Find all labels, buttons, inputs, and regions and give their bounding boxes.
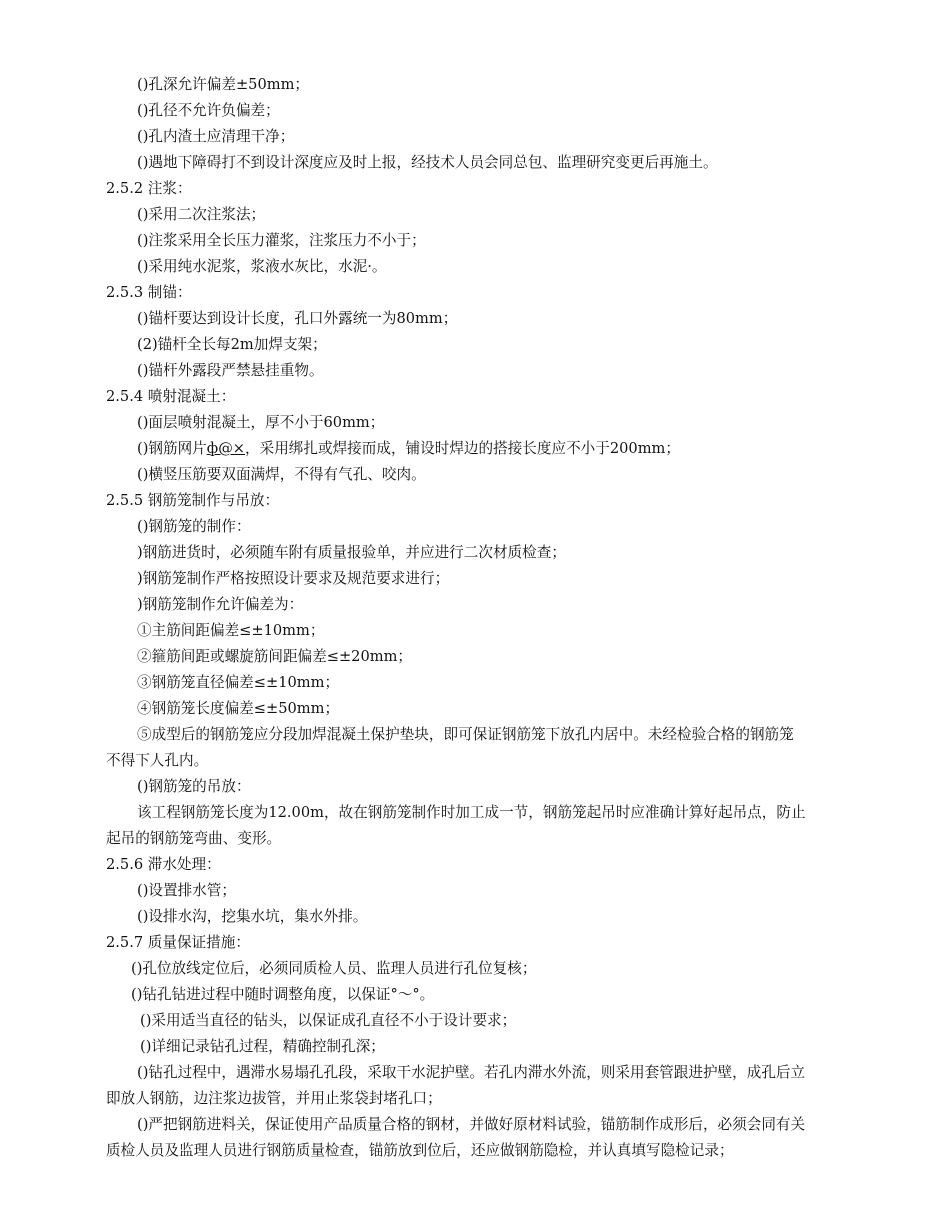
item-spacer-blocks-line1: ⑤成型后的钢筋笼应分段加焊混凝土保护垫块，即可保证钢筋笼下放孔内居中。未经检验合格的钢筋笼 xyxy=(137,726,794,743)
item-collapse-protection-line1: ()钻孔过程中，遇滞水易塌孔孔段，采取干水泥护壁。若孔内滞水外流，则采用套管跟进护壁，成孔后立 xyxy=(137,1064,806,1081)
steel-mesh-prefix: ()钢筋网片 xyxy=(137,440,207,457)
item-cage-fabrication: ()钢筋笼的制作： xyxy=(137,518,251,535)
section-heading-2-5-4: 2.5.4 喷射混凝土： xyxy=(106,388,236,405)
tolerance-main-bar: ①主筋间距偏差≤±10mm； xyxy=(137,622,325,639)
item-steel-delivery: )钢筋进货时，必须随车附有质量报验单，并应进行二次材质检查； xyxy=(137,544,566,561)
item-pressure-bar-weld: ()横竖压筋要双面满焊，不得有气孔、咬肉。 xyxy=(137,466,426,483)
item-hole-diameter: ()孔径不允许负偏差； xyxy=(137,102,280,119)
item-drain-ditch: ()设排水沟，挖集水坑，集水外排。 xyxy=(137,908,368,925)
item-steel-inspection-line2: 质检人员及监理人员进行钢筋质量检查，锚筋放到位后，还应做钢筋隐检，并认真填写隐检记录； xyxy=(106,1142,734,1159)
item-hole-depth-tolerance: ()孔深允许偏差±50mm； xyxy=(137,76,310,93)
item-anchor-exposed: ()锚杆外露段严禁悬挂重物。 xyxy=(137,362,324,379)
item-anchor-bracket: (2)锚杆全长每2m加焊支架； xyxy=(137,336,327,353)
item-drill-bit: ()采用适当直径的钻头，以保证成孔直径不小于设计要求； xyxy=(140,1012,517,1029)
item-drilling-angle: ()钻孔钻进过程中随时调整角度，以保证°～°。 xyxy=(131,986,435,1003)
paragraph-cage-length-line1: 该工程钢筋笼长度为12.00m，故在钢筋笼制作时加工成一节，钢筋笼起吊时应准确计算好起吊点，防止 xyxy=(137,804,806,821)
tolerance-stirrup: ②箍筋间距或螺旋筋间距偏差≤±20mm； xyxy=(137,648,413,665)
steel-mesh-spec: ф@× xyxy=(206,440,246,457)
item-cement-slurry: ()采用纯水泥浆，浆液水灰比，水泥·。 xyxy=(137,258,387,275)
item-secondary-grouting: ()采用二次注浆法； xyxy=(137,206,266,223)
section-heading-2-5-6: 2.5.6 滞水处理： xyxy=(106,856,221,873)
section-heading-2-5-5: 2.5.5 钢筋笼制作与吊放： xyxy=(106,492,280,509)
item-cage-tolerances: )钢筋笼制作允许偏差为： xyxy=(137,596,304,613)
paragraph-cage-length-line2: 起吊的钢筋笼弯曲、变形。 xyxy=(106,830,282,847)
item-cage-design-requirements: )钢筋笼制作严格按照设计要求及规范要求进行； xyxy=(137,570,450,587)
item-drilling-record: ()详细记录钻孔过程，精确控制孔深； xyxy=(140,1038,385,1055)
item-drain-pipe: ()设置排水管； xyxy=(137,882,236,899)
item-steel-inspection-line1: ()严把钢筋进料关，保证使用产品质量合格的钢材，并做好原材料试验，锚筋制作成形后，必须会同有关 xyxy=(137,1116,806,1133)
item-steel-mesh xyxy=(137,436,680,462)
tolerance-cage-diameter: ③钢筋笼直径偏差≤±10mm； xyxy=(137,674,340,691)
item-spacer-blocks-line2: 不得下人孔内。 xyxy=(106,752,209,769)
steel-mesh-suffix: ，采用绑扎或焊接而成，铺设时焊边的搭接长度应不小于200mm； xyxy=(245,440,680,457)
item-pressure-grouting: ()注浆采用全长压力灌浆，注浆压力不小于； xyxy=(137,232,426,249)
tolerance-cage-length: ④钢筋笼长度偏差≤±50mm； xyxy=(137,700,340,717)
item-cage-hoisting: ()钢筋笼的吊放： xyxy=(137,778,251,795)
item-hole-position-check: ()孔位放线定位后，必须同质检人员、监理人员进行孔位复核； xyxy=(131,960,537,977)
item-underground-obstacle: ()遇地下障碍打不到设计深度应及时上报，经技术人员会同总包、监理研究变更后再施土。 xyxy=(137,154,718,171)
item-shotcrete-thickness: ()面层喷射混凝土，厚不小于60mm； xyxy=(137,414,385,431)
section-heading-2-5-7: 2.5.7 质量保证措施： xyxy=(106,934,250,951)
item-collapse-protection-line2: 即放人钢筋，边注浆边拔管，并用止浆袋封堵孔口； xyxy=(106,1090,442,1107)
section-heading-2-5-3: 2.5.3 制锚： xyxy=(106,284,192,301)
item-anchor-length: ()锚杆要达到设计长度，孔口外露统一为80mm； xyxy=(137,310,458,327)
section-heading-2-5-2: 2.5.2 注浆： xyxy=(106,180,192,197)
item-hole-cleaning: ()孔内渣土应清理干净； xyxy=(137,128,295,145)
